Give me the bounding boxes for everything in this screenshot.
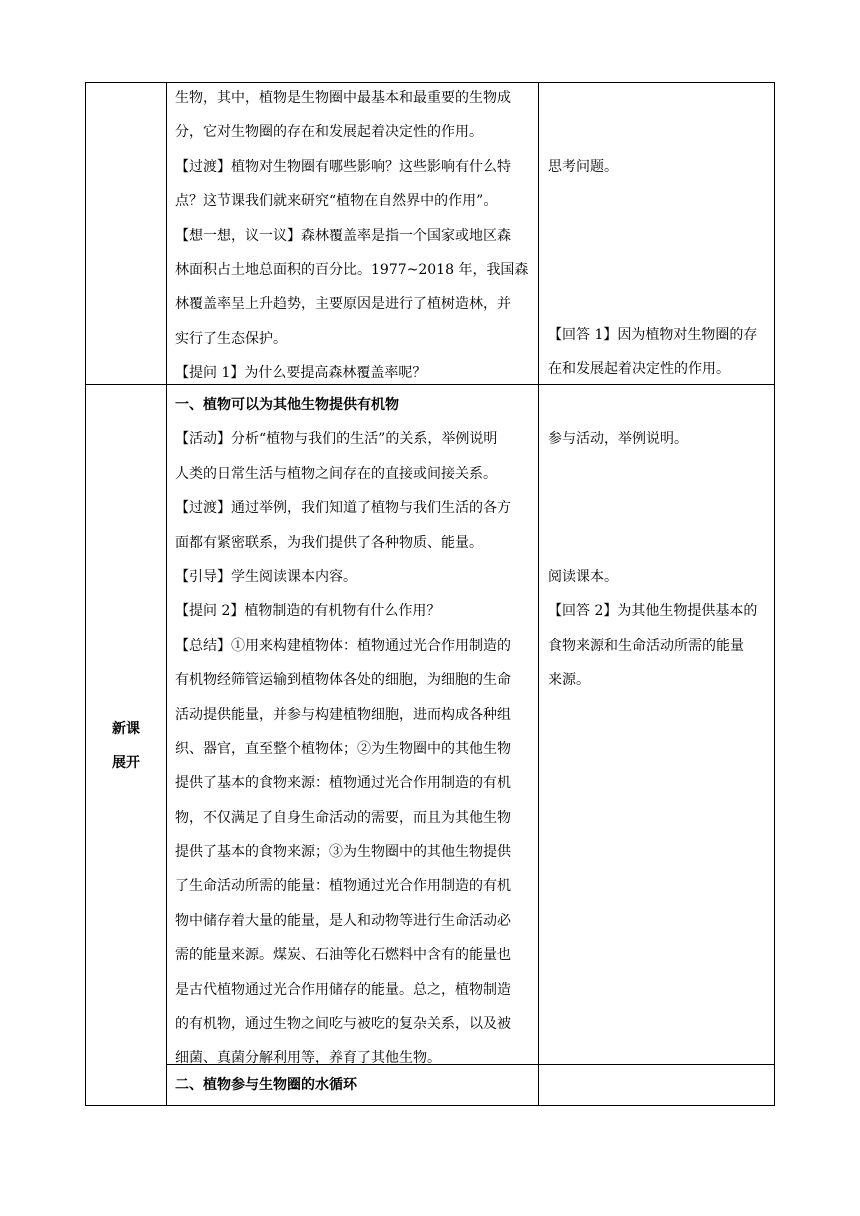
text-line: 参与活动，举例说明。	[548, 431, 688, 447]
row1-student-cell-b	[548, 318, 770, 387]
text-line: 林覆盖率呈上升趋势，主要原因是进行了植树造林，并	[175, 296, 511, 313]
text-line: 【活动】分析“植物与我们的生活”的关系，举例说明	[175, 431, 498, 448]
text-line: 了生命活动所需的能量：植物通过光合作用制造的有机	[175, 878, 511, 895]
text-line: 来源。	[548, 672, 590, 689]
text-line: 林面积占土地总面积的百分比。1977~2018 年，我国森	[175, 261, 529, 278]
text-line: 食物来源和生命活动所需的能量	[548, 637, 744, 654]
row1-student-cell-a	[548, 150, 770, 184]
text-line: 【提问 1】为什么要提高森林覆盖率呢？	[175, 365, 427, 382]
table-col-divider-2	[538, 82, 539, 1106]
text-line: 实行了生态保护。	[175, 330, 287, 347]
text-line: 点？这节课我们就来研究“植物在自然界中的作用”。	[175, 193, 498, 210]
row3-teacher-cell	[175, 1068, 535, 1102]
text-line: 【引导】学生阅读课本内容。	[175, 568, 357, 585]
text-line: 【想一想，议一议】森林覆盖率是指一个国家或地区森	[175, 227, 511, 244]
text-line: 提供了基本的食物来源：植物通过光合作用制造的有机	[175, 775, 511, 792]
text-line: 思考问题。	[548, 159, 618, 175]
text-line: 是古代植物通过光合作用储存的能量。总之，植物制造	[175, 981, 511, 998]
text-line: 【过渡】通过举例，我们知道了植物与我们生活的各方	[175, 500, 511, 517]
row2-teacher-cell	[175, 388, 535, 1076]
text-line: 【回答 2】为其他生物提供基本的	[548, 603, 758, 620]
table-border-bottom	[85, 1105, 775, 1106]
text-line: 生物，其中，植物是生物圈中最基本和最重要的生物成	[175, 90, 511, 106]
text-line: 在和发展起着决定性的作用。	[548, 361, 730, 378]
text-line: 需的能量来源。煤炭、石油等化石燃料中含有的能量也	[175, 947, 511, 964]
text-line: 物中储存着大量的能量，是人和动物等进行生命活动必	[175, 912, 511, 929]
section-label-line2: 展开	[112, 755, 140, 771]
text-line: 【总结】①用来构建植物体：植物通过光合作用制造的	[175, 637, 511, 654]
text-line: 活动提供能量，并参与构建植物细胞，进而构成各种组	[175, 706, 511, 723]
text-line: 有机物经筛管运输到植物体各处的细胞，为细胞的生命	[175, 672, 511, 689]
text-line: 【过渡】植物对生物圈有哪些影响？这些影响有什么特	[175, 158, 511, 175]
table-border-right	[774, 82, 775, 1106]
text-line: 人类的日常生活与植物之间存在的直接或间接关系。	[175, 465, 497, 482]
text-line: 细菌、真菌分解利用等，养育了其他生物。	[175, 1050, 441, 1067]
section-label-line1: 新课	[112, 721, 140, 737]
table-col-divider-1	[166, 82, 167, 1106]
row2-student-cell-b	[548, 560, 770, 698]
row1-teacher-cell	[175, 81, 535, 391]
text-line: 【回答 1】因为植物对生物圈的存	[548, 327, 758, 343]
text-line: 分，它对生物圈的存在和发展起着决定性的作用。	[175, 124, 483, 141]
text-line: 的有机物，通过生物之间吃与被吃的复杂关系，以及被	[175, 1016, 511, 1033]
text-line: 【提问 2】植物制造的有机物有什么作用？	[175, 603, 441, 620]
table-border-left	[85, 82, 86, 1106]
text-line: 提供了基本的食物来源；③为生物圈中的其他生物提供	[175, 844, 511, 861]
row2-student-cell-a	[548, 422, 770, 456]
section-label	[86, 712, 166, 780]
text-line: 面都有紧密联系，为我们提供了各种物质、能量。	[175, 534, 483, 551]
text-line: 阅读课本。	[548, 569, 618, 585]
section-heading: 一、植物可以为其他生物提供有机物	[175, 397, 399, 413]
section-heading: 二、植物参与生物圈的水循环	[175, 1077, 357, 1093]
text-line: 物，不仅满足了自身生命活动的需要，而且为其他生物	[175, 809, 511, 826]
text-line: 织、器官，直至整个植物体；②为生物圈中的其他生物	[175, 740, 511, 757]
